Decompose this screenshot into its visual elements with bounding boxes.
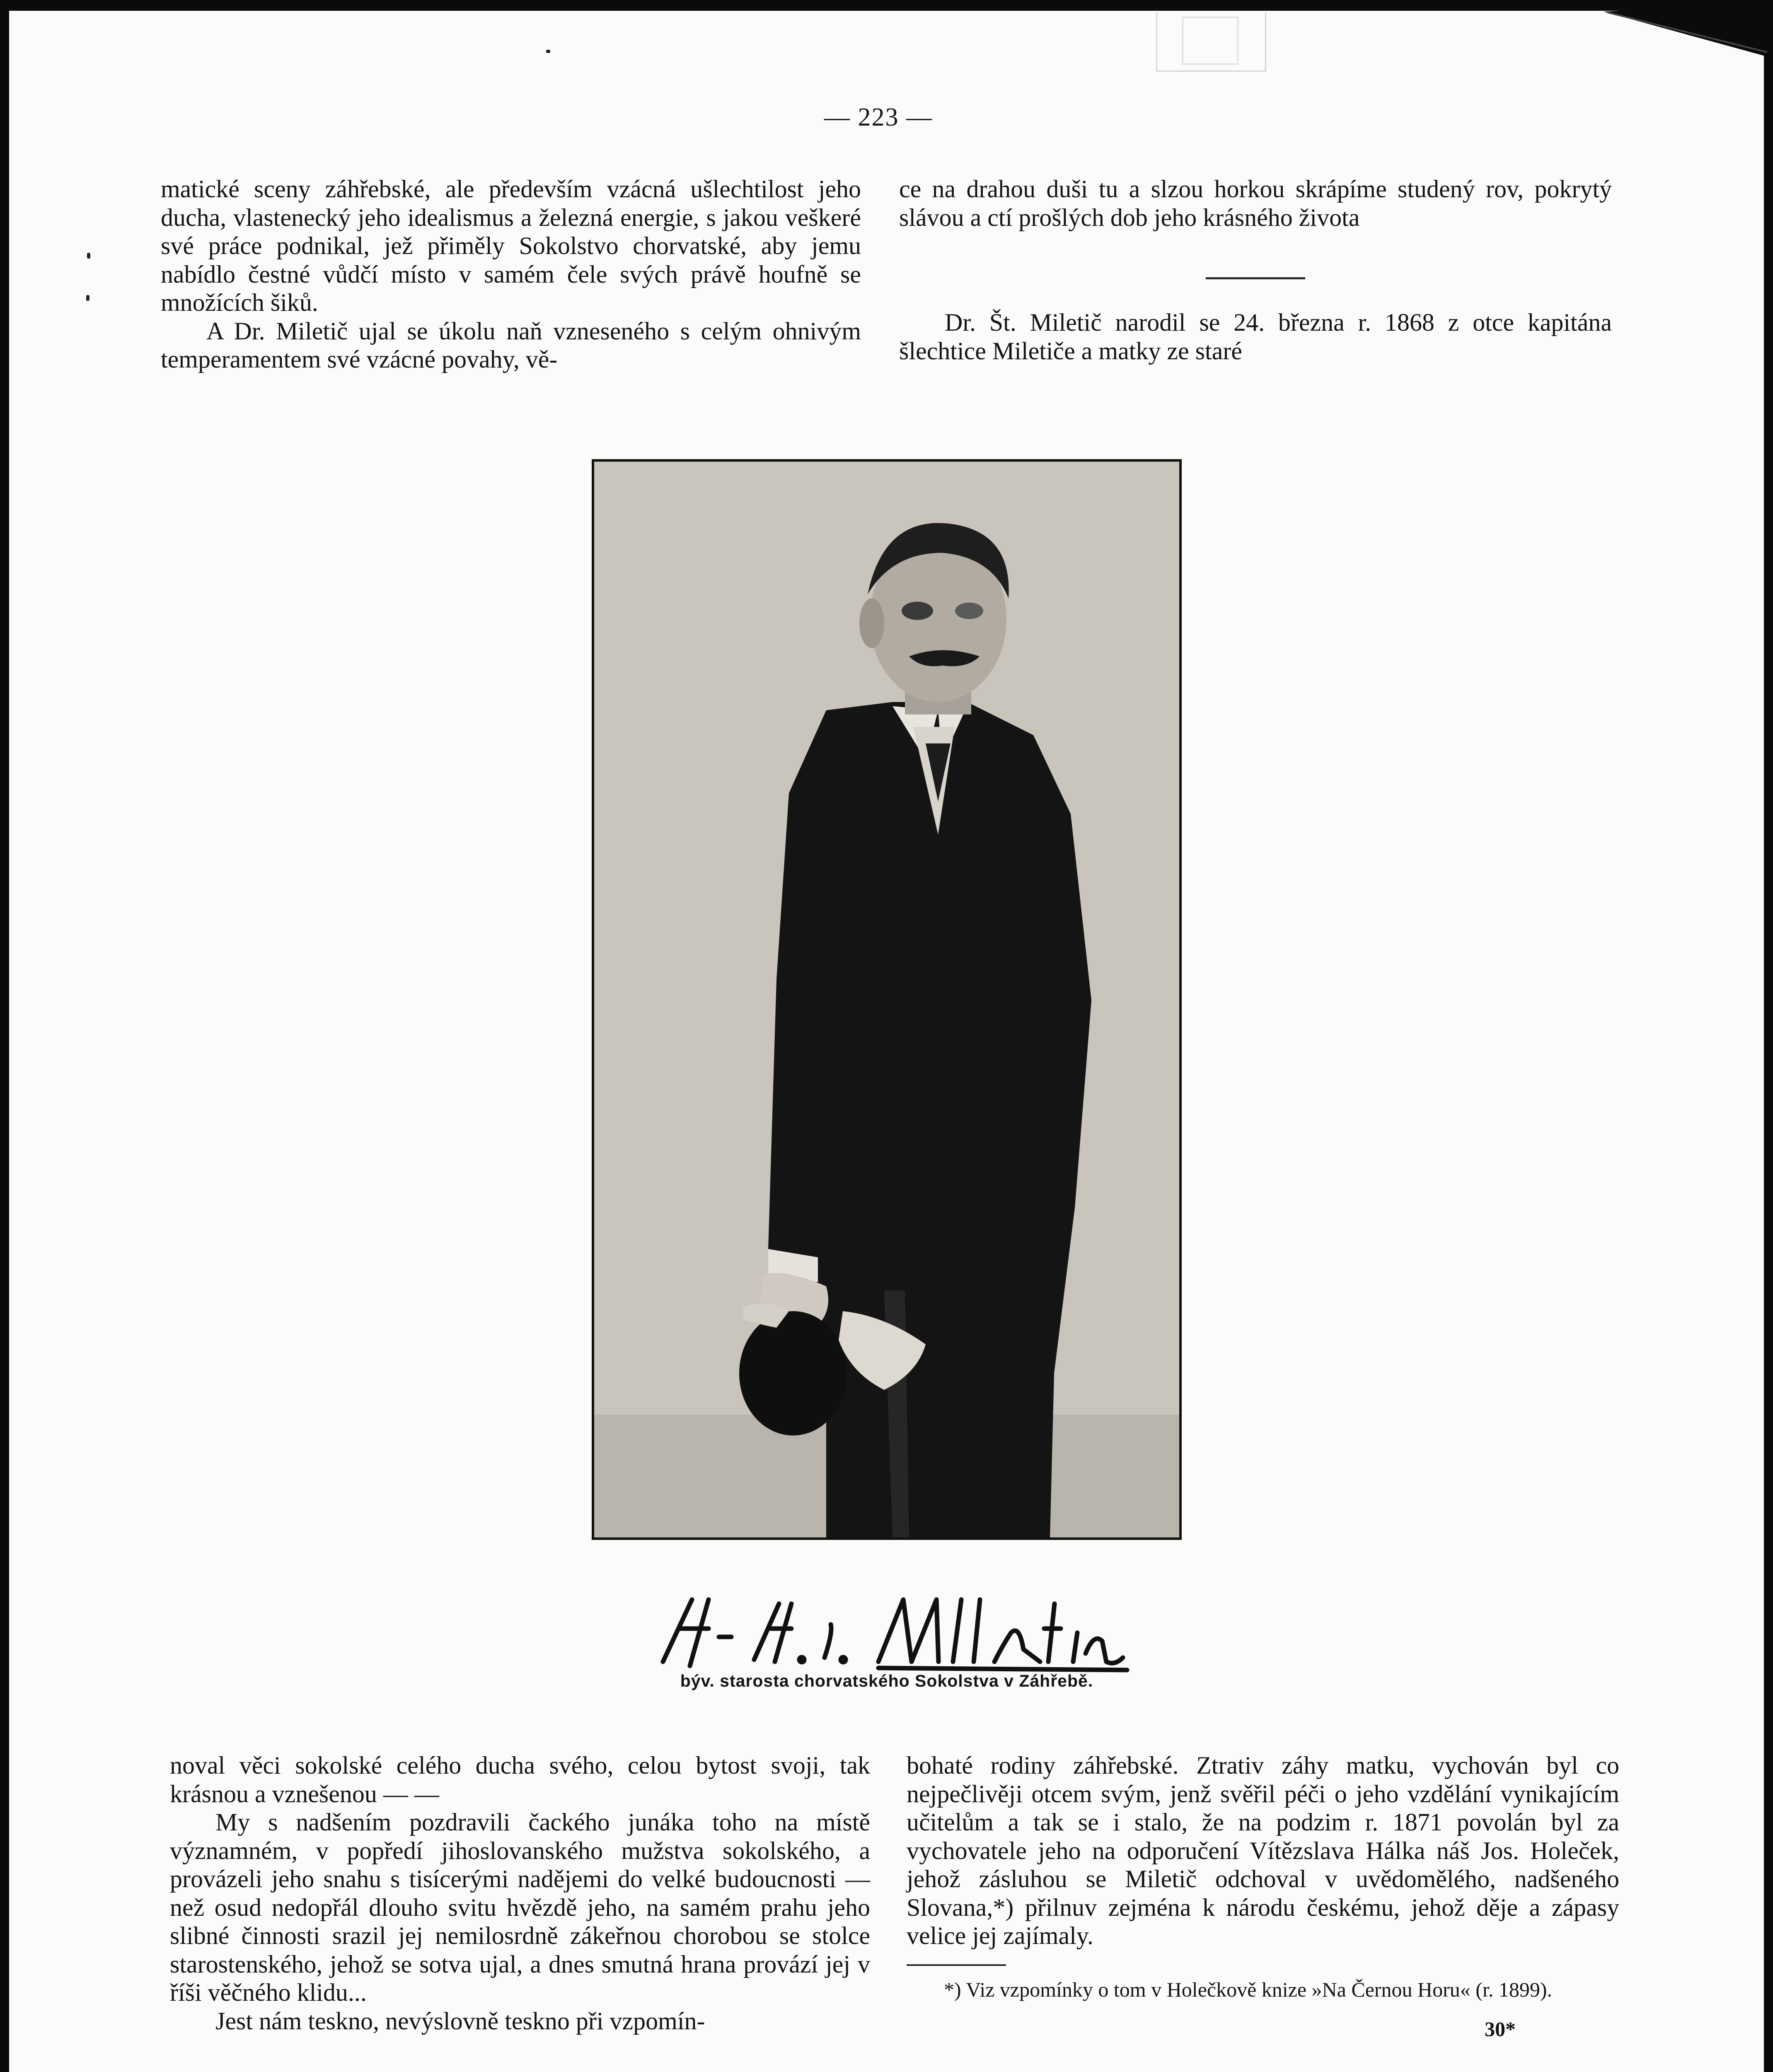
faint-library-stamp [1156,12,1266,72]
scan-border-right [1764,0,1773,2072]
top-left-column [161,175,861,374]
portrait-illustration [594,462,1179,1537]
paragraph: My s nadšením pozdravili čackého junáka toho na místě významném, v popředí jihoslovanského mužstva sokolského, a provázeli jeho snahu s tisícerými nadějemi do velké budoucnosti — než osud nedopřál dlouho svitu hvězdě jeho, na samém prahu jeho slibné činnosti srazil jej nemilosrdně zákeřnou chorobou se stolce starostenského, jehož se sotva ujal, a dnes smutná hrana provází jej v říši věčného klidu... [170,1808,870,2006]
paragraph: A Dr. Miletič ujal se úkolu naň vzneseného s celým ohnivým temperamentem své vzácné povahy, vě- [161,317,861,373]
bottom-left-column [170,1751,870,2035]
handwritten-signature [646,1583,1144,1682]
footnote-divider [907,1964,1006,1966]
page-number: — 223 — [824,103,933,131]
sheet-signature-mark: 30* [1485,2017,1516,2041]
scan-border-top [0,0,1773,11]
portrait-photo [592,459,1182,1540]
paragraph: bohaté rodiny záhřebské. Ztrativ záhy matku, vychován byl co nejpečlivěji otcem svým, jenž svěřil péči o jeho vzdělání vynikajícím učitelům a tak se i stalo, že na podzim r. 1871 povolán byl za vychovatele jeho na odporučení Vítězslava Hálka náš Jos. Holeček, jehož zásluhou se Miletič odchoval v uvědomělého, nadšeného Slovana,*) přilnuv zejména k národu českému, jehož děje a zápasy velice jej zajímaly. [907,1752,1619,1949]
paragraph: matické sceny záhřebské, ale především vzácná ušlechtilost jeho ducha, vlastenecký jeho idealismus a železná energie, s jakou veškeré své práce podnikal, jež přiměly Sokolstvo chorvatské, aby jemu nabídlo čestné vůdčí místo v samém čele svých právě houfně se množících šiků. [161,175,861,316]
paragraph: noval věci sokolské celého ducha svého, celou bytost svoji, tak krásnou a vznešenou — — [170,1752,870,1808]
scan-speck [87,253,90,259]
paragraph: ce na drahou duši tu a slzou horkou skrápíme studený rov, pokrytý slávou a ctí prošlých dob jeho krásného života [899,175,1612,231]
footnote: *) Viz vzpomínky o tom v Holečkově knize »Na Černou Horu« (r. 1899). [944,1978,1552,2001]
bottom-right-column [907,1751,1619,2043]
section-divider [1206,277,1305,279]
scan-speck [86,295,89,301]
photo-caption: býv. starosta chorvatského Sokolstva v Záhřebě. [680,1671,1093,1690]
page-corner-fold [1604,3,1769,57]
scan-border-left [0,0,9,2072]
scan-speck [546,50,550,53]
paragraph: Jest nám teskno, nevýslovně teskno při vzpomín- [215,2007,705,2035]
paragraph: Dr. Št. Miletič narodil se 24. března r. 1868 z otce kapitána šlechtice Miletiče a matky ze staré [899,309,1612,365]
top-right-column [899,175,1612,365]
